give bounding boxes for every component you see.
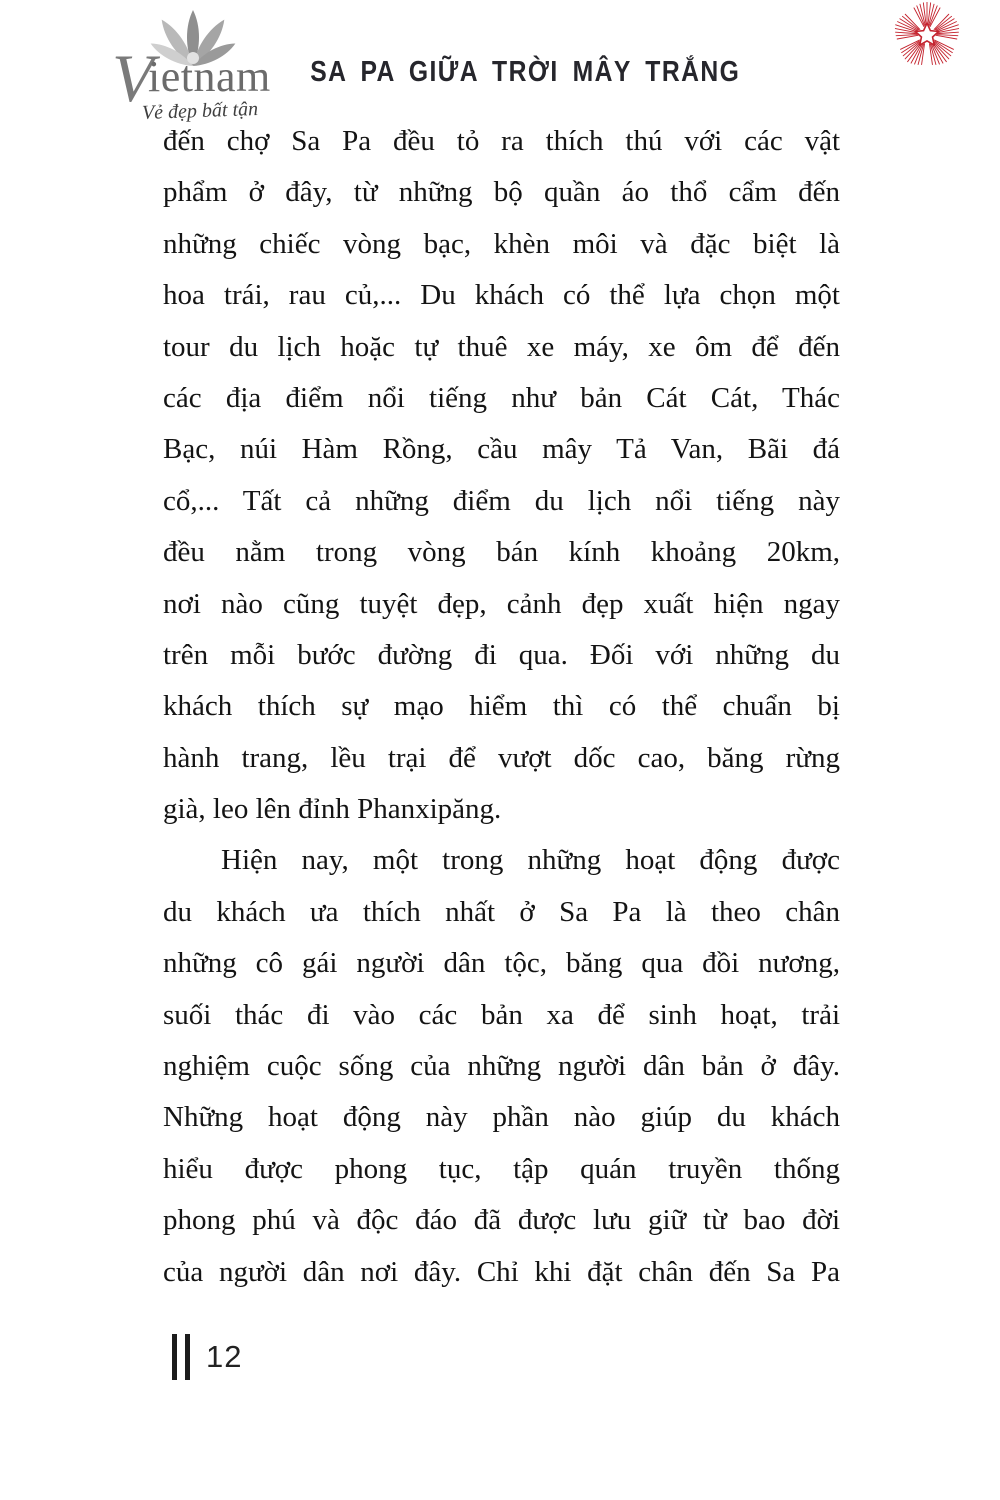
- brand-initial: V: [112, 40, 155, 116]
- text-line: tour du lịch hoặc tự thuê xe máy, xe ôm để đến: [163, 330, 840, 363]
- text-line: suối thác đi vào các bản xa để sinh hoạt, trải: [163, 998, 840, 1031]
- double-bar-icon: [185, 1334, 190, 1380]
- text-line: Những hoạt động này phần nào giúp du khách: [163, 1101, 840, 1134]
- text-line: của người dân nơi đây. Chỉ khi đặt chân đến Sa Pa: [163, 1255, 840, 1288]
- text-line: khách thích sự mạo hiểm thì có thể chuẩn bị: [163, 690, 840, 723]
- double-bar-icon: [172, 1334, 177, 1380]
- red-starburst-icon: [892, 2, 962, 68]
- text-line: nơi nào cũng tuyệt đẹp, cảnh đẹp xuất hiện ngay: [163, 587, 840, 620]
- page-footer: [172, 1332, 242, 1382]
- text-line: hoa trái, rau củ,... Du khách có thể lựa chọn một: [163, 279, 840, 312]
- text-line: du khách ưa thích nhất ở Sa Pa là theo chân: [163, 895, 840, 928]
- text-line: cổ,... Tất cả những điểm du lịch nổi tiếng này: [163, 484, 840, 517]
- text-line: phong phú và độc đáo đã được lưu giữ từ bao đời: [163, 1204, 840, 1237]
- text-line-paragraph-start: Hiện nay, một trong những hoạt động được: [221, 844, 840, 877]
- text-line: những chiếc vòng bạc, khèn môi và đặc biệt là: [163, 227, 840, 260]
- vietnam-tourism-logo: [112, 8, 312, 128]
- text-line: trên mỗi bước đường đi qua. Đối với những du: [163, 638, 840, 671]
- brand-tagline: Vẻ đẹp bất tận: [141, 97, 259, 125]
- text-line: hành trang, lều trại để vượt dốc cao, băng rừng: [163, 741, 840, 774]
- text-line: Bạc, núi Hàm Rồng, cầu mây Tả Van, Bãi đá: [163, 433, 840, 466]
- body-text: [163, 116, 840, 1298]
- brand-rest: ietnam: [148, 52, 271, 101]
- text-line: đến chợ Sa Pa đều tỏ ra thích thú với các vật: [163, 125, 840, 157]
- text-line: phẩm ở đây, từ những bộ quần áo thổ cẩm đến: [163, 176, 840, 209]
- text-line: đều nằm trong vòng bán kính khoảng 20km,: [163, 536, 840, 569]
- text-line: các địa điểm nổi tiếng như bản Cát Cát, Thác: [163, 381, 840, 414]
- text-line: những cô gái người dân tộc, băng qua đồi nương,: [163, 947, 840, 980]
- text-line: nghiệm cuộc sống của những người dân bản ở đây.: [163, 1050, 840, 1083]
- page-number: 12: [206, 1339, 243, 1374]
- text-line: hiểu được phong tục, tập quán truyền thống: [163, 1152, 840, 1185]
- text-line-paragraph-end: già, leo lên đỉnh Phanxipăng.: [163, 793, 502, 826]
- chapter-title: SA PA GIỮA TRỜI MÂY TRẮNG: [310, 54, 741, 88]
